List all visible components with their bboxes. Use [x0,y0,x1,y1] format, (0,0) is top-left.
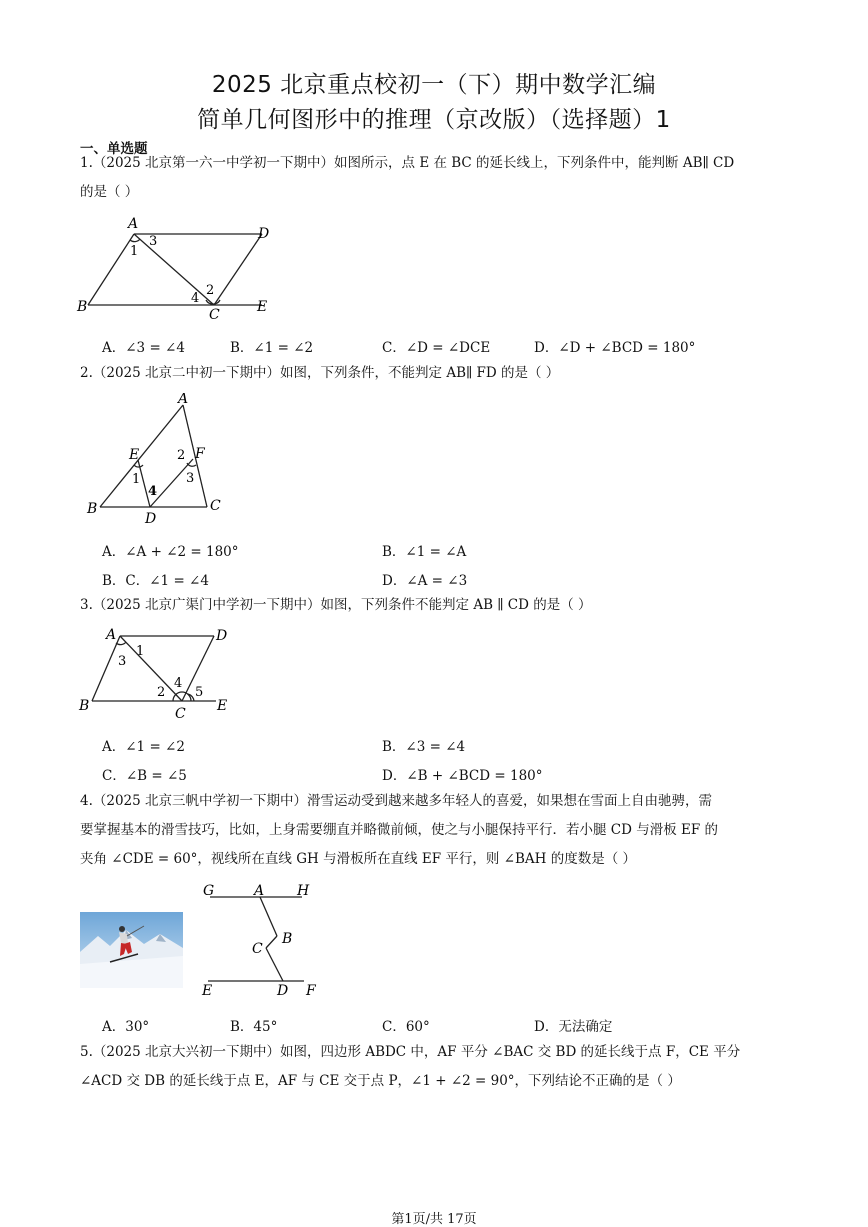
q3-angle-4: 4 [174,676,183,691]
q2-label-E: E [129,447,140,463]
q3-angle-3: 3 [118,654,127,669]
q2-label-B: B [87,501,98,517]
q2-angle-2: 2 [177,448,186,463]
q4-label-H: H [297,883,310,899]
q4-option-b[interactable]: B．45° [230,1019,278,1035]
q1-option-a[interactable]: A．∠3 = ∠4 [102,340,185,356]
q4-option-c[interactable]: C．60° [382,1019,430,1035]
q4-label-E: E [202,983,213,999]
q3-angle-2: 2 [157,685,166,700]
q3-label-B: B [79,698,90,714]
q2-label-F: F [195,446,205,462]
q2-label-A: A [178,393,189,407]
q3-option-a[interactable]: A．∠1 = ∠2 [102,739,185,755]
q4-label-G: G [203,883,215,899]
q2-stem: 2.（2025 北京二中初一下期中）如图，下列条件，不能判定 AB∥ FD 的是（ ） [80,365,560,381]
q2-option-a[interactable]: A．∠A + ∠2 = 180° [102,544,239,560]
q1-label-A: A [128,216,139,232]
q3-label-C: C [175,706,186,720]
q4-stem-line-1: 4.（2025 北京三帆中学初一下期中）滑雪运动受到越来越多年轻人的喜爱，如果想在雪面上自由驰骋，需 [80,793,713,809]
q2-option-c[interactable]: B．C．∠1 = ∠4 [102,573,209,589]
q4-label-F: F [306,983,316,999]
q5-stem-line-1: 5.（2025 北京大兴初一下期中）如图，四边形 ABDC 中，AF 平分 ∠BAC 交 BD 的延长线于点 F，CE 平分 [80,1044,741,1060]
q3-option-c[interactable]: C．∠B = ∠5 [102,768,187,784]
q3-option-d[interactable]: D．∠B + ∠BCD = 180° [382,768,543,784]
q1-label-B: B [77,299,88,315]
q4-label-C: C [252,941,263,957]
q4-stem-line-2: 要掌握基本的滑雪技巧，比如，上身需要绷直并略微前倾，使之与小腿保持平行．若小腿 CD 与滑板 EF 的 [80,822,719,838]
q4-label-D: D [277,983,289,999]
q1-stem-line-2: 的是（ ） [80,184,139,200]
q4-figure [200,878,320,1000]
q3-label-D: D [216,628,228,644]
q2-label-D: D [145,511,157,525]
q3-label-E: E [217,698,228,714]
q3-angle-1: 1 [136,644,145,659]
q1-angle-4: 4 [191,291,200,306]
q2-label-C: C [210,498,221,514]
q1-angle-1: 1 [130,244,139,259]
q2-figure [80,393,230,525]
q1-figure [74,212,274,322]
q1-label-C: C [209,307,220,322]
page-number: 第1页/共 17页 [391,1212,477,1227]
q1-label-D: D [258,226,270,242]
q1-label-E: E [257,299,268,315]
q5-stem-line-2: ∠ACD 交 DB 的延长线于点 E，AF 与 CE 交于点 P，∠1 + ∠2 = 90°，下列结论不正确的是（ ） [80,1073,681,1089]
q1-stem-line-1: 1.（2025 北京第一六一中学初一下期中）如图所示，点 E 在 BC 的延长线上，下列条件中，能判断 AB∥ CD [80,155,735,171]
q2-angle-4: 4 [148,484,158,499]
q3-angle-5: 5 [195,685,204,700]
q2-option-d[interactable]: D．∠A = ∠3 [382,573,468,589]
q2-angle-1: 1 [132,472,141,487]
q4-label-A: A [254,883,265,899]
skier-photo [80,912,183,988]
q1-option-c[interactable]: C．∠D = ∠DCE [382,340,491,356]
q2-angle-3: 3 [186,471,195,486]
q3-label-A: A [106,627,117,643]
q3-figure [74,624,244,720]
section-heading: 一、单选题 [80,141,148,157]
q1-option-b[interactable]: B．∠1 = ∠2 [230,340,314,356]
q2-option-b[interactable]: B．∠1 = ∠A [382,544,467,560]
q1-option-d[interactable]: D．∠D + ∠BCD = 180° [534,340,696,356]
q4-option-d[interactable]: D．无法确定 [534,1019,613,1035]
q4-option-a[interactable]: A．30° [102,1019,150,1035]
q4-stem-line-3: 夹角 ∠CDE = 60°，视线所在直线 GH 与滑板所在直线 EF 平行，则 ∠BAH 的度数是（ ） [80,851,637,867]
q3-stem: 3.（2025 北京广渠门中学初一下期中）如图，下列条件不能判定 AB ∥ CD 的是（ ） [80,597,592,613]
q3-option-b[interactable]: B．∠3 = ∠4 [382,739,466,755]
q1-angle-2: 2 [206,283,215,298]
q1-angle-3: 3 [149,234,158,249]
title-line-1: 2025 北京重点校初一（下）期中数学汇编 [211,72,657,98]
q4-label-B: B [282,931,293,947]
title-line-2: 简单几何图形中的推理（京改版）（选择题）1 [197,107,671,133]
